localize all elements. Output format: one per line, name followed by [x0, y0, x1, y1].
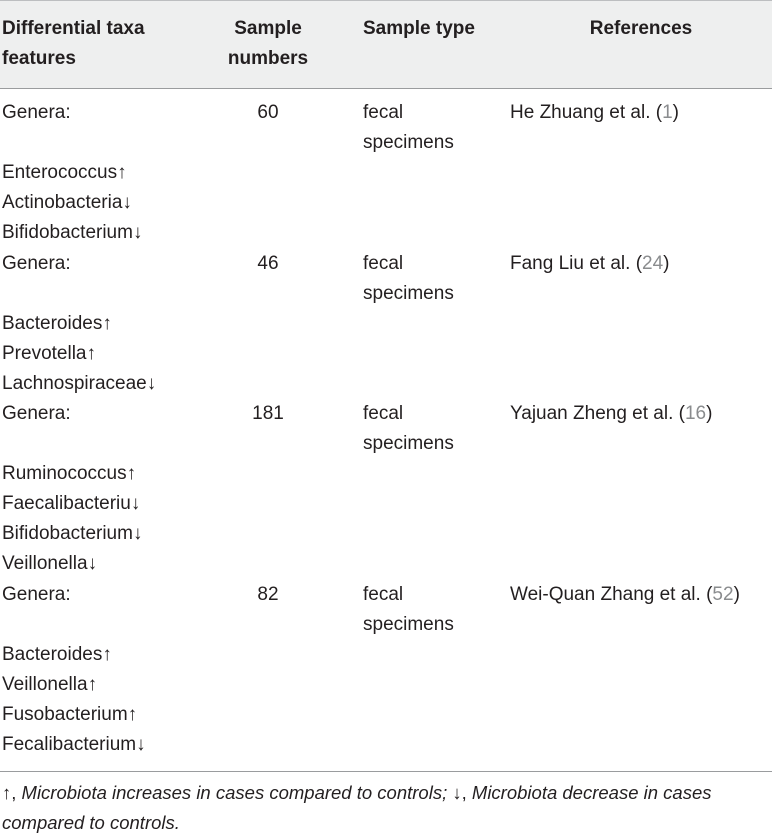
reference-link[interactable]: 16 [684, 403, 707, 424]
reference-link[interactable]: 1 [662, 102, 673, 123]
sample-type-cell: fecal specimens [363, 403, 454, 454]
reference-cell: Fang Liu et al. (24) [510, 253, 670, 274]
sample-type-cell: fecal specimens [363, 253, 454, 304]
table-header [0, 0, 772, 89]
reference-cell: Yajuan Zheng et al. (16) [510, 403, 713, 424]
reference-cell: Wei-Quan Zhang et al. (52) [510, 584, 740, 605]
sample-type-cell: fecal specimens [363, 584, 454, 635]
taxa-cell: Genera: Enterococcus↑ Actinobacteria↓ Bifidobacterium↓ [2, 102, 143, 243]
header-taxa-features: Differential taxa features [2, 18, 145, 69]
reference-link[interactable]: 52 [712, 584, 734, 605]
header-sample-type: Sample type [363, 18, 475, 39]
header-references: References [589, 18, 693, 39]
sample-number-cell: 82 [257, 584, 279, 605]
taxa-cell: Genera: Ruminococcus↑ Faecalibacteriu↓ Bifidobacterium↓ Veillonella↓ [2, 403, 143, 574]
sample-number-cell: 46 [257, 253, 279, 274]
sample-number-cell: 60 [257, 102, 279, 123]
sample-type-cell: fecal specimens [363, 102, 454, 153]
taxa-cell: Genera: Bacteroides↑ Prevotella↑ Lachnospiraceae↓ [2, 253, 157, 394]
table-bottom-rule [0, 771, 772, 772]
table-footnote: ↑, Microbiota increases in cases compared to controls; ↓, Microbiota decrease in cases compared to controls. [2, 782, 712, 833]
reference-link[interactable]: 24 [642, 253, 664, 274]
sample-number-cell: 181 [252, 403, 284, 424]
reference-cell: He Zhuang et al. (1) [510, 102, 679, 123]
header-sample-numbers: Sample numbers [227, 18, 309, 69]
taxa-cell: Genera: Bacteroides↑ Veillonella↑ Fusobacterium↑ Fecalibacterium↓ [2, 584, 146, 755]
